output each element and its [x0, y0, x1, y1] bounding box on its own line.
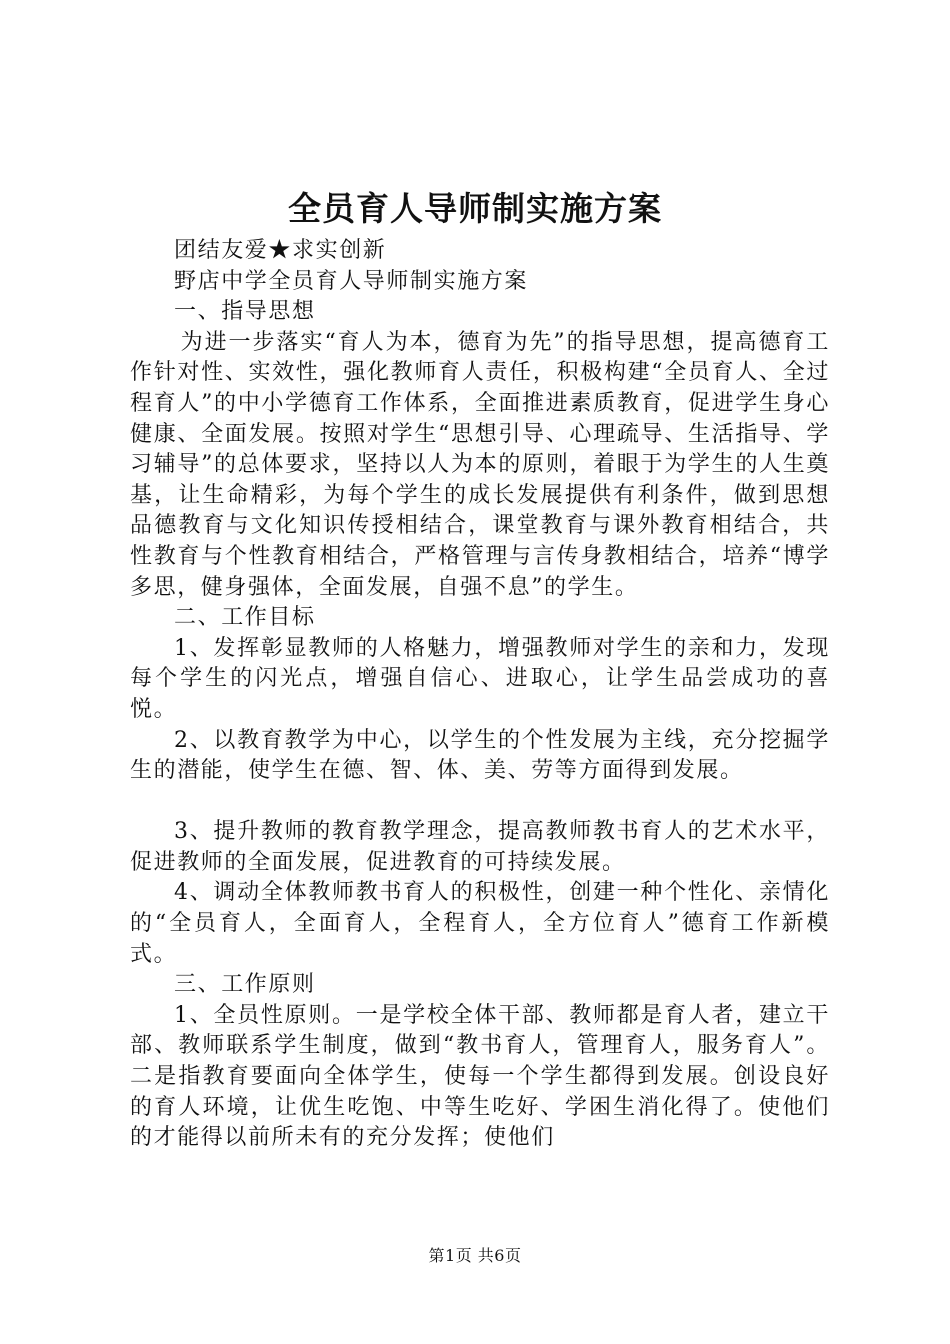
section-heading-work-goals: 二、工作目标: [174, 605, 316, 631]
subtitle-line: 野店中学全员育人导师制实施方案: [174, 268, 529, 294]
document-body: [130, 236, 830, 1154]
section-heading-work-principles: 三、工作原则: [174, 972, 316, 998]
slogan-line: 团结友爱★求实创新: [174, 238, 387, 263]
section-heading-guiding-thought: 一、指导思想: [174, 299, 316, 325]
paragraph-goal-1: 1、发挥彰显教师的人格魅力，增强教师对学生的亲和力，发现每个学生的闪光点，增强自信心、进取心，让学生品尝成功的喜悦。: [130, 635, 830, 722]
blank-line: [130, 787, 830, 818]
paragraph-goal-2: 2、以教育教学为中心，以学生的个性发展为主线，充分挖掘学生的潜能，使学生在德、智、体、美、劳等方面得到发展。: [130, 727, 830, 784]
document-title: 全员育人导师制实施方案: [288, 189, 662, 228]
paragraph-goal-4: 4、调动全体教师教书育人的积极性，创建一种个性化、亲情化的“全员育人，全面育人，全程育人，全方位育人”德育工作新模式。: [130, 880, 830, 967]
paragraph-guiding-thought: 为进一步落实“育人为本，德育为先”的指导思想，提高德育工作针对性、实效性，强化教师育人责任，积极构建“全员育人、全过程育人”的中小学德育工作体系，全面推进素质教育，促进学生身心健康、全面发展。按照对学生“思想引导、心理疏导、生活指导、学习辅导”的总体要求，坚持以人为本的原则，着眼于为学生的人生奠基，让生命精彩，为每个学生的成长发展提供有利条件，做到思想品德教育与文化知识传授相结合，课堂教育与课外教育相结合，共性教育与个性教育相结合，严格管理与言传身教相结合，培养“博学多思，健身强体，全面发展，自强不息”的学生。: [130, 329, 830, 600]
page-number-footer: 第1页 共6页: [428, 1246, 522, 1265]
paragraph-goal-3: 3、提升教师的教育教学理念，提高教师教书育人的艺术水平，促进教师的全面发展，促进教育的可持续发展。: [130, 819, 830, 875]
paragraph-principle-1: 1、全员性原则。一是学校全体干部、教师都是育人者，建立干部、教师联系学生制度，做到“教书育人，管理育人，服务育人”。二是指教育要面向全体学生，使每一个学生都得到发展。创设良好的育人环境，让优生吃饱、中等生吃好、学困生消化得了。使他们的才能得以前所未有的充分发挥；使他们: [130, 1002, 830, 1151]
